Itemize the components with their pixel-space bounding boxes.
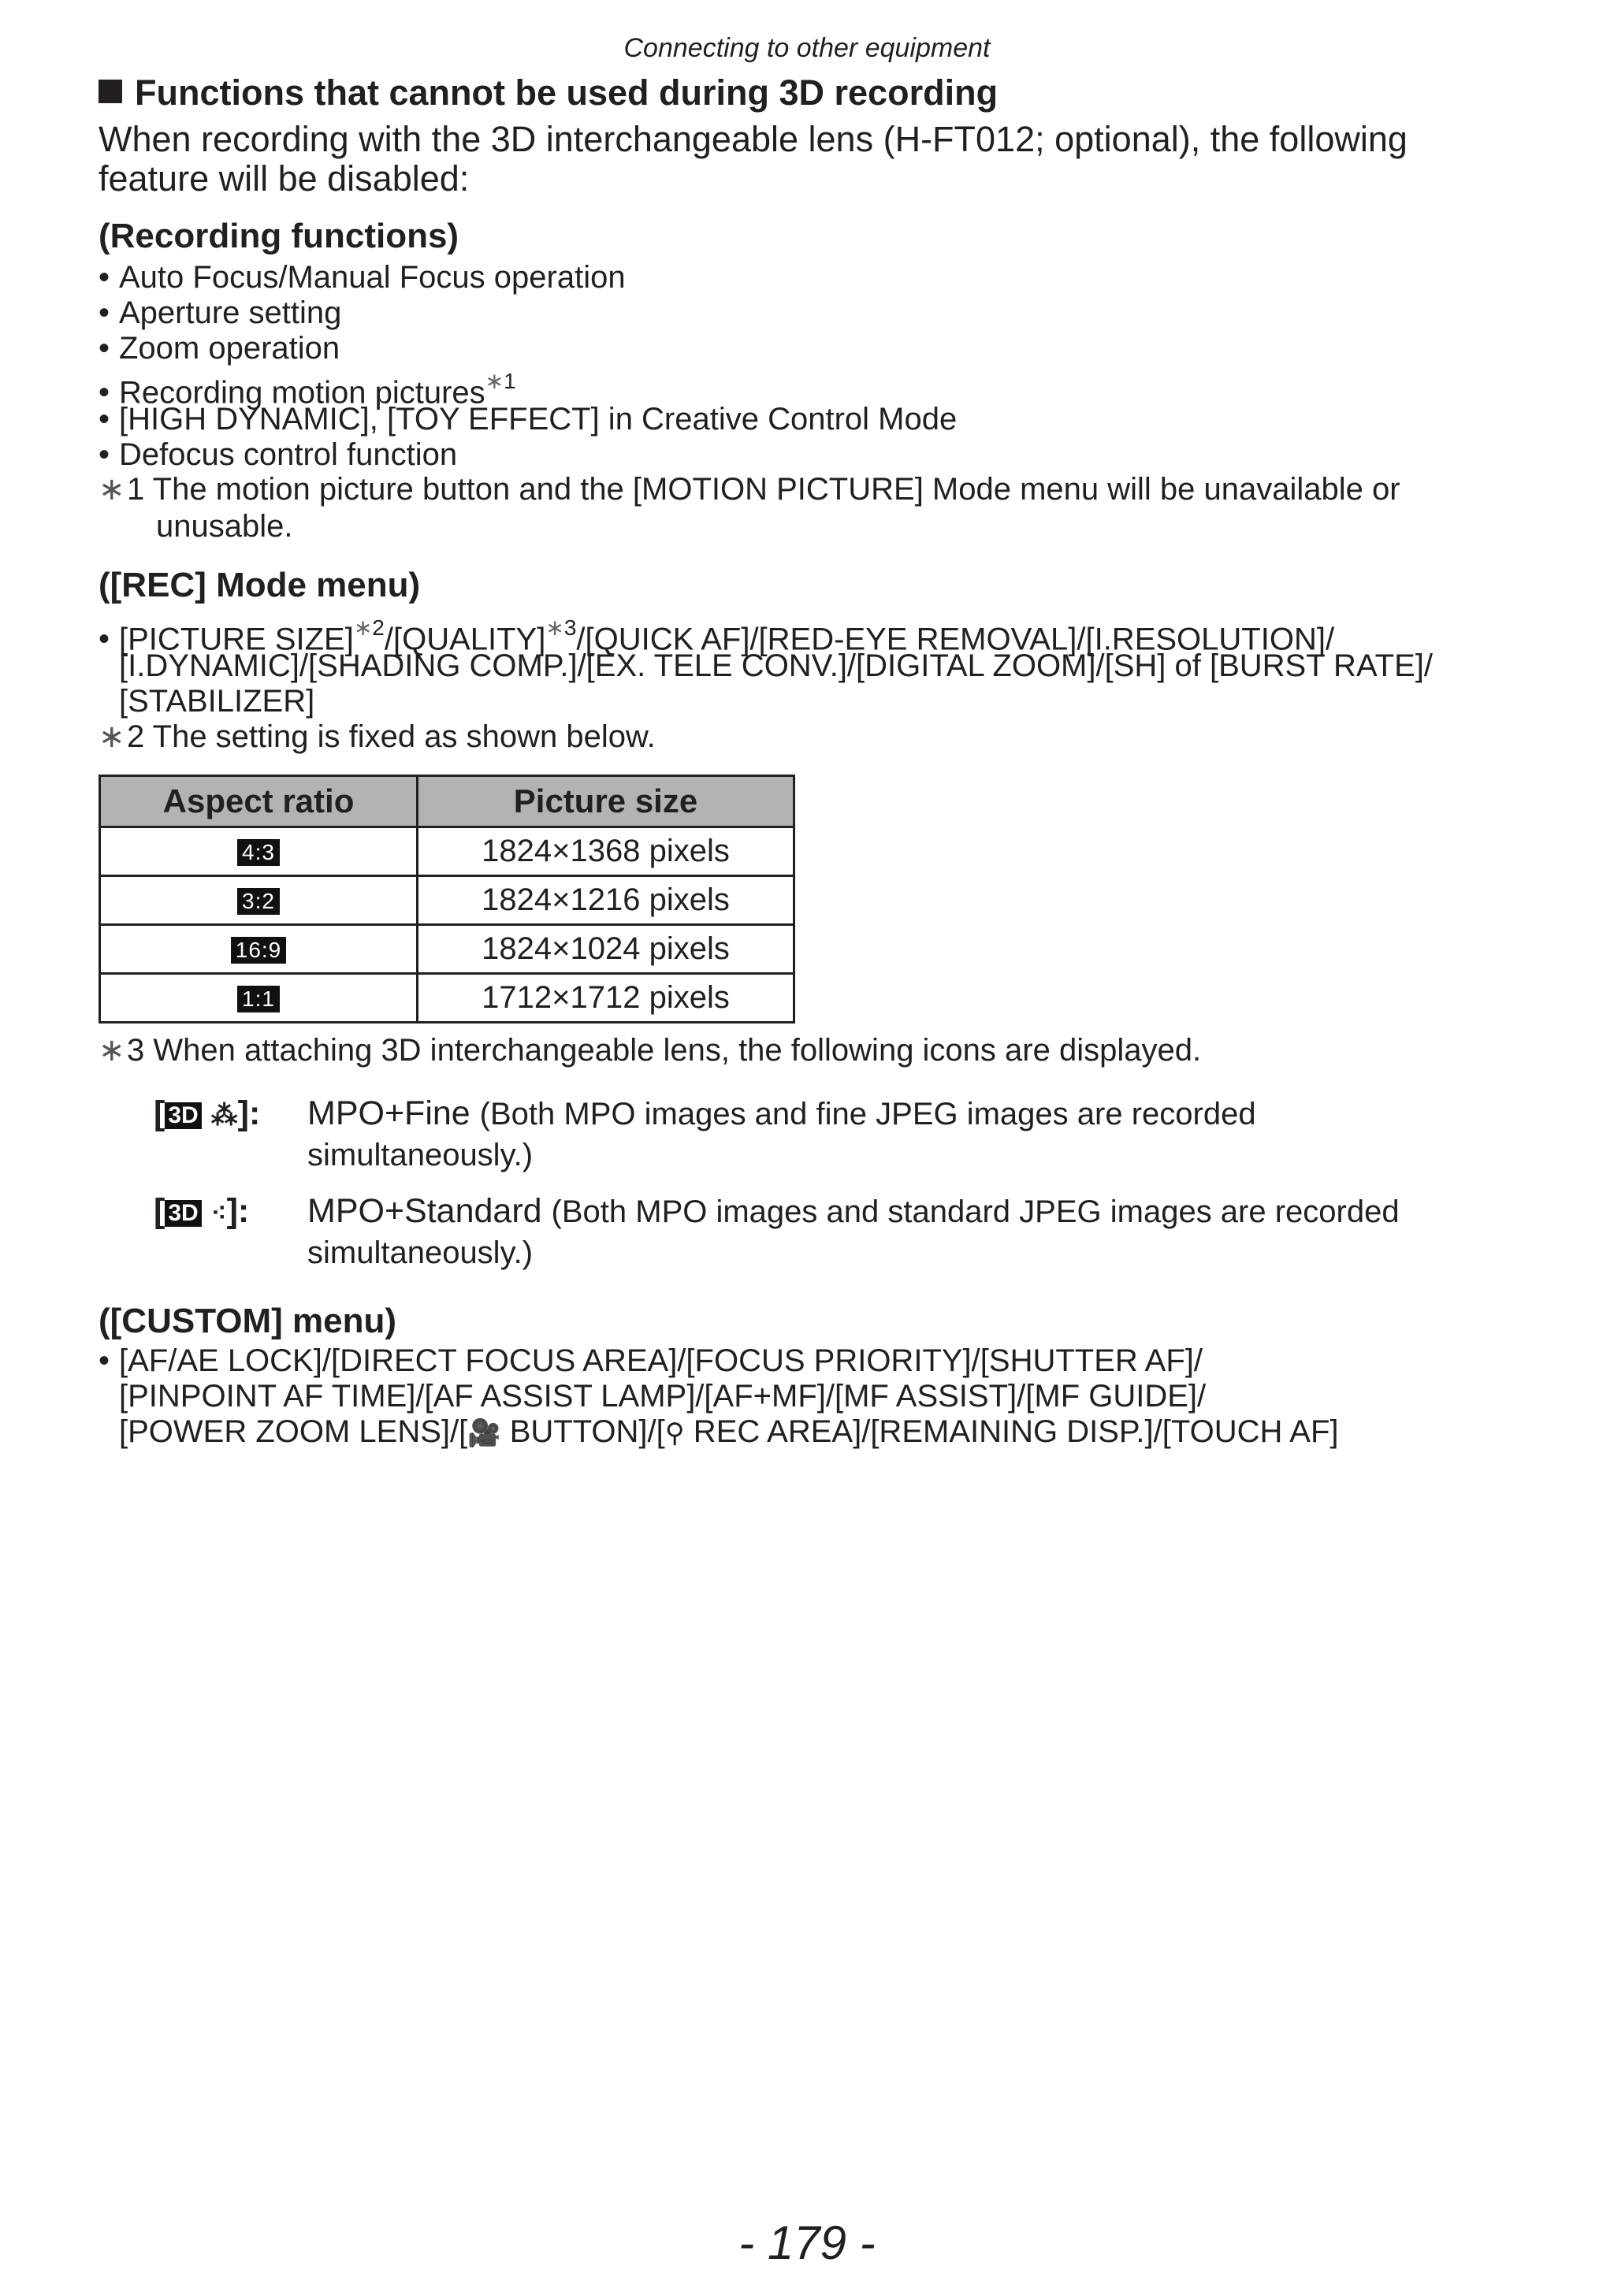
aspect-ratio-4-3-icon: 4:3	[237, 839, 280, 866]
picture-size-cell: 1824×1024 pixels	[418, 925, 794, 974]
list-item: • Recording motion pictures$^{∗1}$	[99, 369, 516, 411]
list-item: • Aperture setting	[99, 295, 342, 330]
list-item: • [AF/AE LOCK]/[DIRECT FOCUS AREA]/[FOCUS PRIORITY]/[SHUTTER AF]/	[99, 1343, 1203, 1378]
list-item-continuation: [I.DYNAMIC]/[SHADING COMP.]/[EX. TELE CONV.]/[DIGITAL ZOOM]/[SH] of [BURST RATE]/	[119, 648, 1433, 683]
motion-picture-rec-area-icon: ⚲	[664, 1418, 685, 1448]
list-item: • Defocus control function	[99, 437, 458, 472]
quality-item-fine: [ 3D ⁂]: MPO+Fine (Both MPO images and fine JPEG images are recorded simultaneously.)	[154, 1094, 1256, 1172]
footnote-ref-2: ∗2	[353, 615, 385, 640]
picture-size-table	[99, 775, 795, 1024]
page-number: - 179 -	[738, 2216, 876, 2269]
list-item-continuation: [PINPOINT AF TIME]/[AF ASSIST LAMP]/[AF+MF]/[MF ASSIST]/[MF GUIDE]/	[119, 1379, 1207, 1414]
list-item: • [PICTURE SIZE]$^{∗2}$/[QUALITY]$^{∗3}$/[QUICK AF]/[RED-EYE REMOVAL]/[I.RESOLUTION]/	[99, 615, 1335, 657]
footnote-1: ∗1 The motion picture button and the [MOTION PICTURE] Mode menu will be unavailable or unusable.	[99, 472, 1400, 544]
aspect-ratio-1-1-icon: 1:1	[237, 986, 280, 1012]
aspect-ratio-3-2-icon: 3:2	[237, 888, 280, 915]
table-row	[100, 876, 794, 925]
footnote-ref-1: ∗1	[485, 369, 516, 393]
standard-quality-icon: ⁖	[210, 1198, 227, 1228]
footnote-ref-3: ∗3	[545, 615, 577, 640]
footnote-2: ∗2 The setting is fixed as shown below.	[99, 719, 656, 754]
intro-line-1: When recording with the 3D interchangeable lens (H-FT012; optional), the following	[99, 119, 1408, 159]
list-item: • Zoom operation	[99, 331, 340, 366]
quality-item-standard: [ 3D ⁖]: MPO+Standard (Both MPO images and standard JPEG images are recorded simultaneously.)	[154, 1192, 1400, 1270]
table-row	[100, 974, 794, 1023]
list-item: • Auto Focus/Manual Focus operation	[99, 260, 626, 295]
recording-functions-heading: (Recording functions)	[99, 217, 459, 255]
custom-menu-heading: ([CUSTOM] menu)	[99, 1302, 397, 1340]
section-title-text: Functions that cannot be used during 3D recording	[135, 72, 999, 113]
aspect-ratio-16-9-icon: 16:9	[231, 937, 287, 964]
column-header: Aspect ratio	[100, 776, 418, 827]
column-header: Picture size	[418, 776, 794, 827]
3d-badge-icon: 3D	[165, 1102, 201, 1129]
list-item: • [HIGH DYNAMIC], [TOY EFFECT] in Creative Control Mode	[99, 402, 958, 437]
picture-size-cell: 1824×1216 pixels	[418, 876, 794, 925]
picture-size-cell: 1712×1712 pixels	[418, 974, 794, 1023]
section-title	[99, 72, 998, 113]
table-row	[100, 827, 794, 876]
picture-size-cell: 1824×1368 pixels	[418, 827, 794, 876]
footnote-3: ∗3 When attaching 3D interchangeable lens, the following icons are displayed.	[99, 1033, 1202, 1068]
running-header: Connecting to other equipment	[623, 33, 991, 63]
black-square-bullet-icon	[99, 80, 122, 103]
motion-picture-camera-icon: 🎥	[467, 1418, 501, 1448]
table-header-row	[100, 776, 794, 827]
intro-line-2: feature will be disabled:	[99, 158, 470, 199]
3d-badge-icon: 3D	[165, 1200, 201, 1227]
fine-quality-icon: ⁂	[210, 1100, 238, 1131]
list-item-continuation: [STABILIZER]	[119, 684, 315, 719]
list-item-continuation: [POWER ZOOM LENS]/[🎥 BUTTON]/[⚲ REC AREA]/[REMAINING DISP.]/[TOUCH AF]	[119, 1414, 1339, 1451]
table-row	[100, 925, 794, 974]
rec-mode-menu-heading: ([REC] Mode menu)	[99, 566, 421, 604]
